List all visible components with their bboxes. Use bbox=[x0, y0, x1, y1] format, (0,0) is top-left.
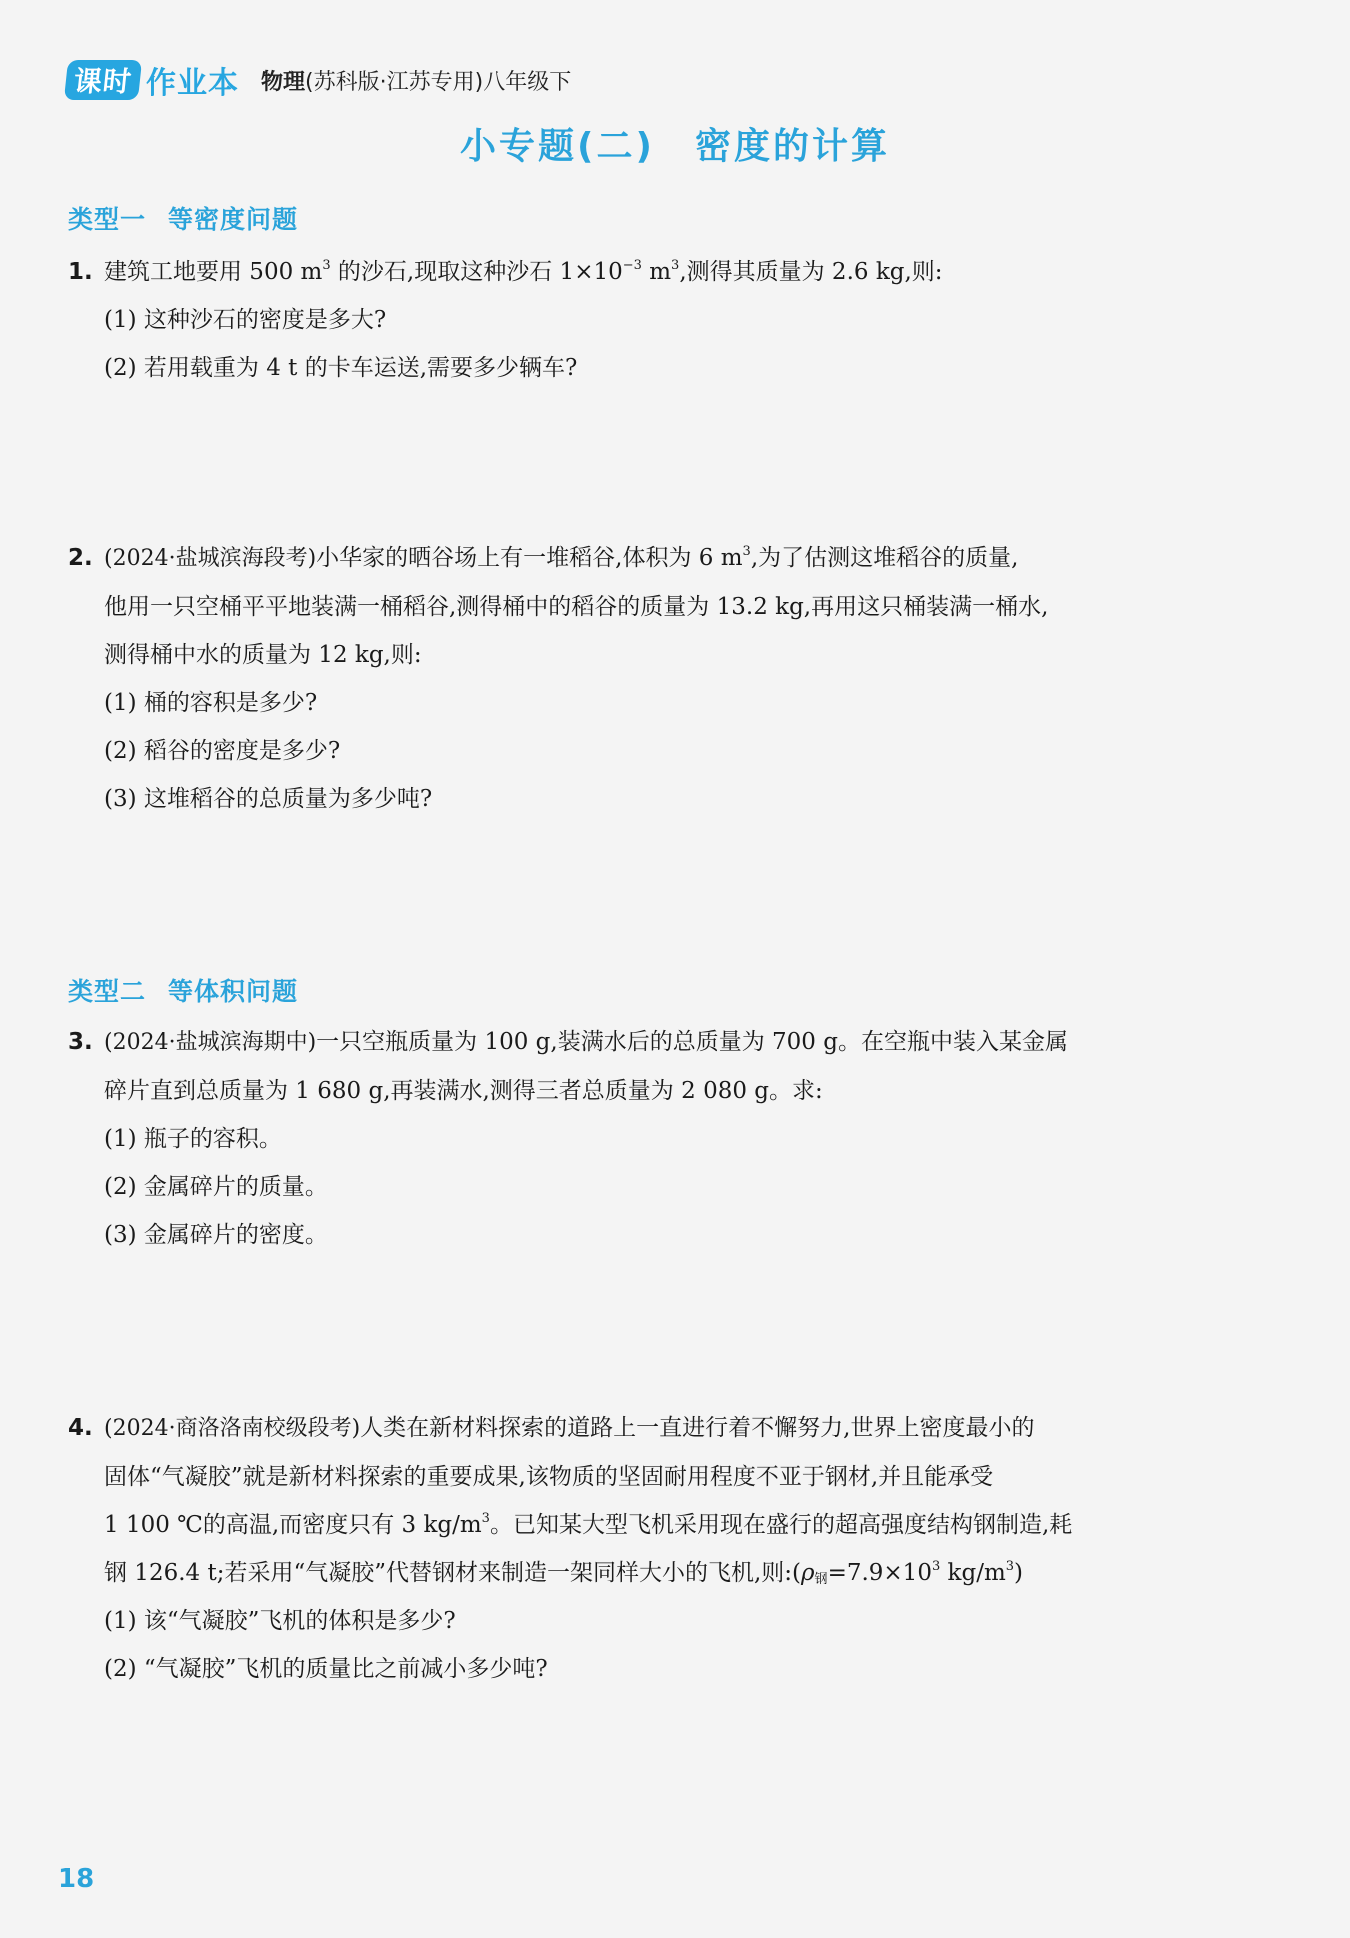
question-stem: 4. (2024·商洛洛南校级段考)人类在新材料探索的道路上一直进行着不懈努力,世界上密度最小的 bbox=[68, 1404, 1268, 1453]
sub-question: (1) 该“气凝胶”飞机的体积是多少? bbox=[104, 1608, 456, 1634]
section-heading-2 bbox=[68, 972, 298, 1008]
page-number: 18 bbox=[58, 1864, 95, 1894]
sub-question: (1) 瓶子的容积。 bbox=[104, 1126, 282, 1152]
edition-info: (苏科版·江苏专用)八年级下 bbox=[305, 69, 572, 95]
question-3: 3. (2024·盐城滨海期中)一只空瓶质量为 100 g,装满水后的总质量为 700 g。在空瓶中装入某金属 碎片直到总质量为 1 680 g,再装满水,测得三者总质量为 2 080 g。求: (1) 瓶子的容积。 (2) 金属碎片的质量。 (3) 金属碎片的密度。 bbox=[68, 1018, 1268, 1259]
section-name: 等体积问题 bbox=[168, 977, 299, 1006]
series-name: 作业本 bbox=[146, 66, 240, 101]
section-name: 等密度问题 bbox=[168, 205, 299, 234]
brand-logo: 课时 bbox=[64, 60, 142, 100]
title-part1: 小专题(二) bbox=[460, 126, 655, 167]
sub-question: (1) 这种沙石的密度是多大? bbox=[104, 307, 387, 333]
page-header bbox=[66, 52, 571, 108]
book-info bbox=[261, 65, 571, 96]
question-stem: 3. (2024·盐城滨海期中)一只空瓶质量为 100 g,装满水后的总质量为 700 g。在空瓶中装入某金属 bbox=[68, 1018, 1268, 1067]
question-source: (2024·商洛洛南校级段考) bbox=[104, 1416, 361, 1441]
sub-question: (2) “气凝胶”飞机的质量比之前减小多少吨? bbox=[104, 1656, 548, 1682]
sub-question: (3) 金属碎片的密度。 bbox=[104, 1222, 328, 1248]
question-stem: 1. 建筑工地要用 500 $m^3$ 的沙石,现取这种沙石 $1\times 10^{-3}$ $m^3$,测得其质量为 2.6 kg,则: bbox=[68, 248, 1268, 296]
sub-question: (2) 稻谷的密度是多少? bbox=[104, 738, 341, 764]
question-source: (2024·盐城滨海段考) bbox=[104, 546, 317, 571]
section-label: 类型二 bbox=[68, 977, 147, 1006]
section-label: 类型一 bbox=[68, 205, 147, 234]
question-number: 1. bbox=[68, 259, 93, 285]
question-4: 4. (2024·商洛洛南校级段考)人类在新材料探索的道路上一直进行着不懈努力,世界上密度最小的 固体“气凝胶”就是新材料探索的重要成果,该物质的坚固耐用程度不亚于钢材,并且能承受 1 100 ℃的高温,而密度只有 3 $kg/m^3$。已知某大型飞机采用现在盛行的超高强度结构钢制造,耗 钢 126.4 t;若采用“气凝胶”代替钢材来制造一架同样大小的飞机,则$:(\rho_钢=7.9\times 10^3$ $kg/m^3$) (1) 该“气凝胶”飞机的体积是多少? (2) “气凝胶”飞机的质量比之前减小多少吨? bbox=[68, 1404, 1268, 1693]
question-2: 2. (2024·盐城滨海段考)小华家的晒谷场上有一堆稻谷,体积为 6 $m^3$,为了估测这堆稻谷的质量, 他用一只空桶平平地装满一桶稻谷,测得桶中的稻谷的质量为 13.2 kg,再用这只桶装满一桶水, 测得桶中水的质量为 12 kg,则: (1) 桶的容积是多少? (2) 稻谷的密度是多少? (3) 这堆稻谷的总质量为多少吨? bbox=[68, 534, 1268, 823]
subject-name: 物理 bbox=[261, 69, 306, 95]
sub-question: (3) 这堆稻谷的总质量为多少吨? bbox=[104, 786, 433, 812]
rho-symbol: ρ bbox=[801, 1560, 815, 1586]
sub-question: (2) 金属碎片的质量。 bbox=[104, 1174, 328, 1200]
page-title bbox=[0, 118, 1350, 169]
question-stem: 2. (2024·盐城滨海段考)小华家的晒谷场上有一堆稻谷,体积为 6 $m^3$,为了估测这堆稻谷的质量, bbox=[68, 534, 1268, 583]
question-source: (2024·盐城滨海期中) bbox=[104, 1030, 317, 1055]
question-number: 3. bbox=[68, 1029, 93, 1055]
question-number: 2. bbox=[68, 545, 93, 571]
title-part2: 密度的计算 bbox=[694, 126, 890, 167]
question-number: 4. bbox=[68, 1415, 93, 1441]
section-heading-1 bbox=[68, 200, 298, 236]
question-1 bbox=[68, 248, 1268, 392]
sub-question: (1) 桶的容积是多少? bbox=[104, 690, 318, 716]
sub-question: (2) 若用载重为 4 t 的卡车运送,需要多少辆车? bbox=[104, 355, 578, 381]
